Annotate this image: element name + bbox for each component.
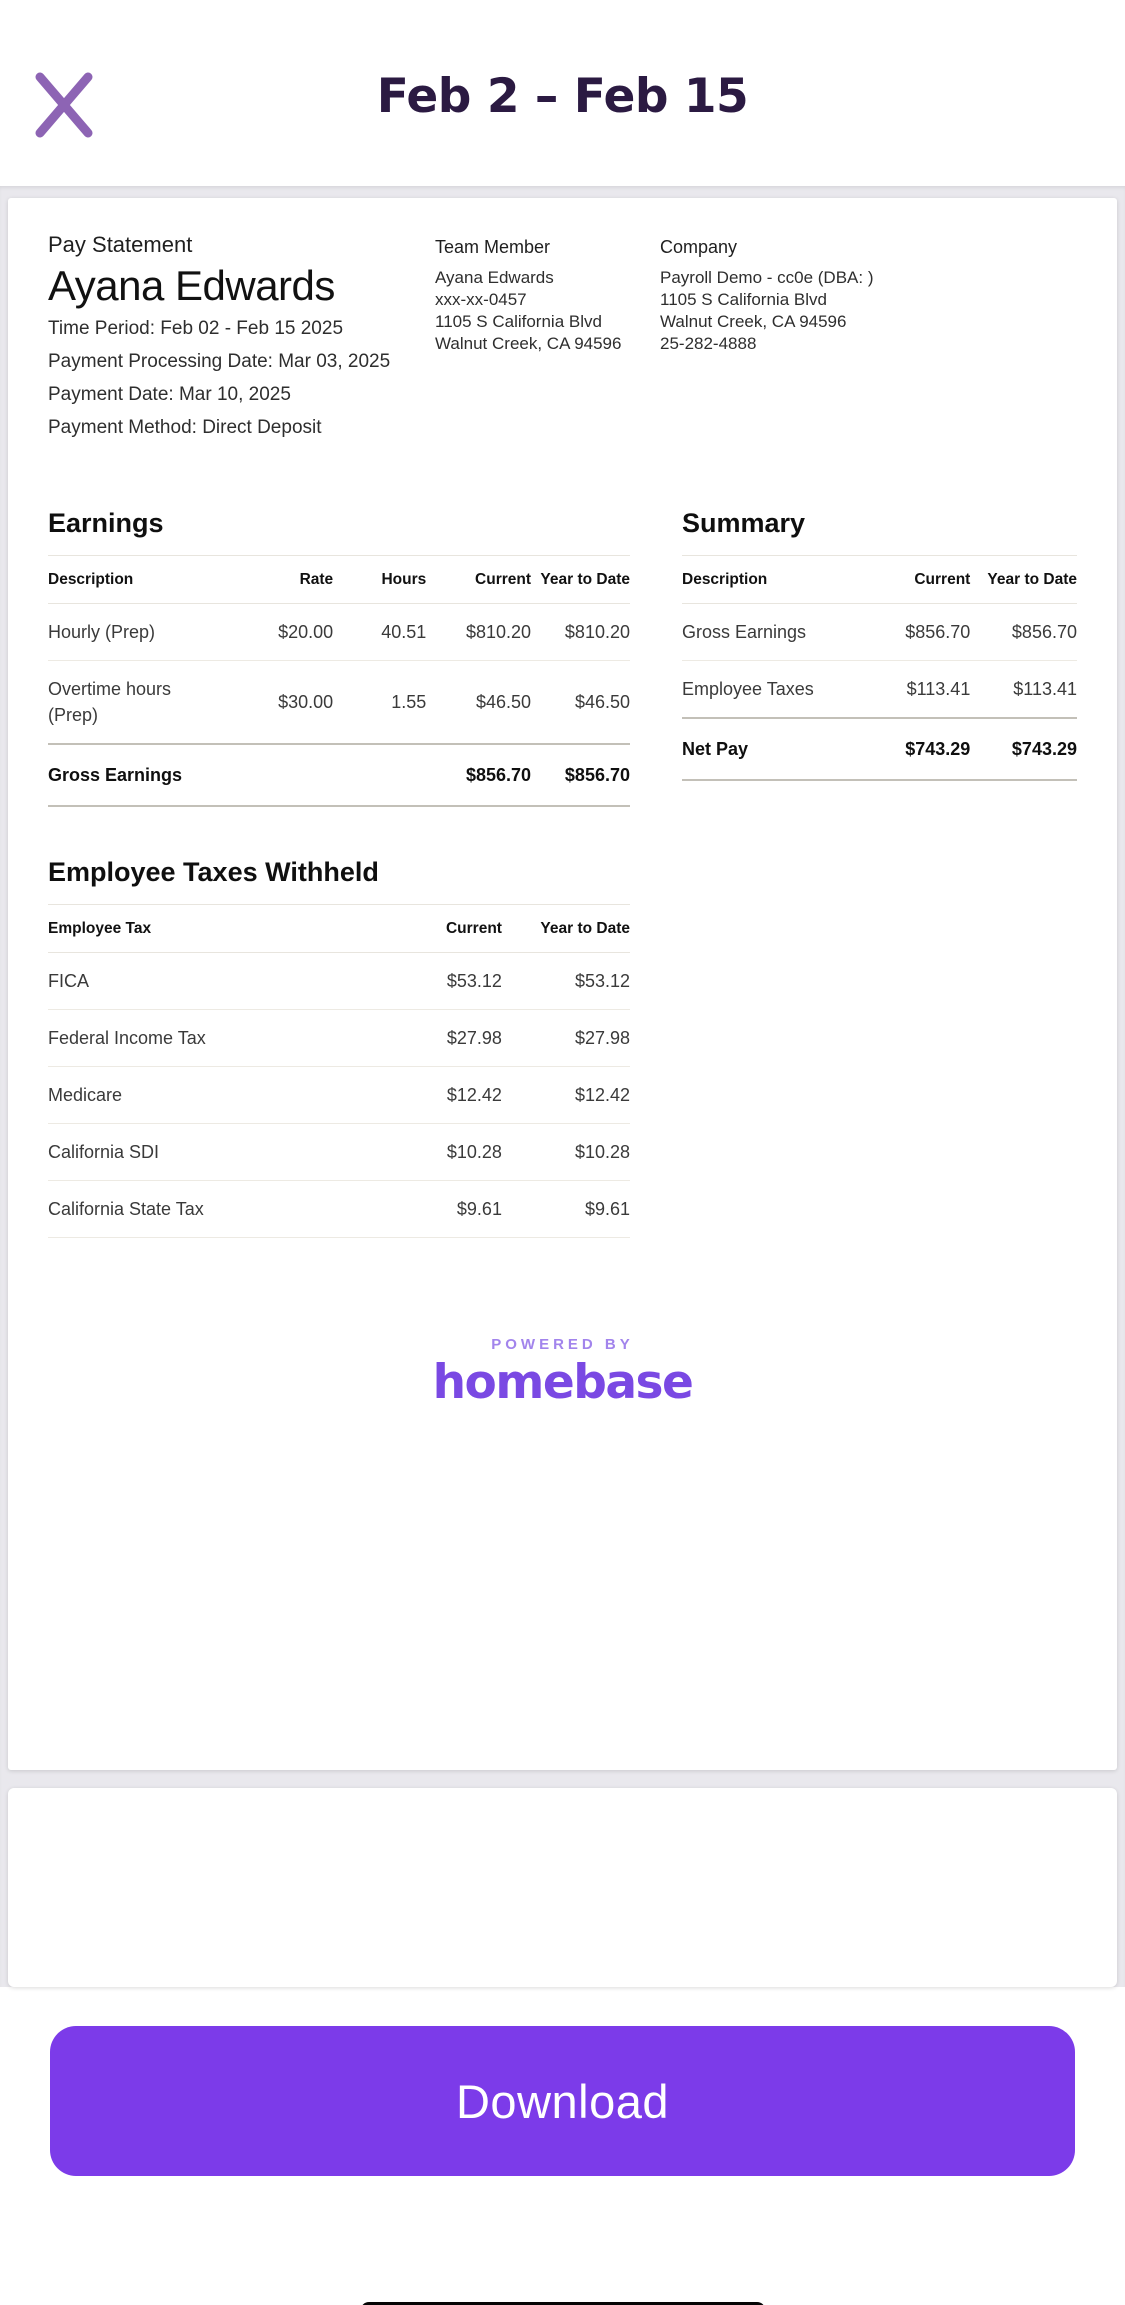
table-cell: Employee Taxes bbox=[682, 661, 864, 719]
company-heading: Company bbox=[660, 237, 738, 257]
table-cell: $113.41 bbox=[970, 661, 1077, 719]
table-cell: $20.00 bbox=[234, 604, 333, 661]
table-header-row bbox=[682, 556, 1077, 604]
column-header: Hours bbox=[333, 556, 426, 604]
table-row bbox=[48, 604, 630, 661]
table-cell: California State Tax bbox=[48, 1181, 374, 1238]
column-header: Current bbox=[864, 556, 971, 604]
powered-by-label: POWERED BY bbox=[491, 1336, 634, 1353]
bottom-bar bbox=[0, 2026, 1125, 2305]
table-cell bbox=[234, 744, 333, 806]
text-line: Walnut Creek, CA 94596 bbox=[435, 334, 622, 353]
table-row bbox=[48, 1067, 630, 1124]
taxes-table-body bbox=[48, 953, 630, 1238]
table-row bbox=[48, 661, 630, 745]
table-cell: $743.29 bbox=[864, 718, 971, 780]
column-header: Employee Tax bbox=[48, 905, 374, 953]
table-header-row bbox=[48, 556, 630, 604]
table-cell: 1.55 bbox=[333, 661, 426, 745]
table-cell: $856.70 bbox=[970, 604, 1077, 661]
table-cell: $12.42 bbox=[374, 1067, 502, 1124]
powered-by bbox=[48, 1336, 1077, 1410]
table-cell: $27.98 bbox=[374, 1010, 502, 1067]
table-total-row bbox=[48, 744, 630, 806]
statement-right-column bbox=[682, 508, 1077, 1238]
text-line: Walnut Creek, CA 94596 bbox=[660, 312, 847, 331]
team-member-heading: Team Member bbox=[435, 237, 551, 257]
earnings-table bbox=[48, 555, 630, 807]
column-header: Year to Date bbox=[970, 556, 1077, 604]
time-period: Time Period: Feb 02 - Feb 15 2025 bbox=[48, 318, 344, 339]
table-cell: $743.29 bbox=[970, 718, 1077, 780]
table-row bbox=[682, 604, 1077, 661]
column-header: Description bbox=[48, 556, 234, 604]
statement-left-column bbox=[48, 508, 630, 1238]
text-line: Payroll Demo - cc0e (DBA: ) bbox=[660, 268, 874, 287]
homebase-logo: homebase bbox=[432, 1355, 693, 1410]
table-cell: $9.61 bbox=[502, 1181, 630, 1238]
earnings-title: Earnings bbox=[48, 508, 164, 538]
table-cell: $12.42 bbox=[502, 1067, 630, 1124]
statement-header bbox=[48, 232, 1077, 450]
column-header: Current bbox=[374, 905, 502, 953]
text-line: 25-282-4888 bbox=[660, 334, 757, 353]
table-cell: Gross Earnings bbox=[682, 604, 864, 661]
text-line: xxx-xx-0457 bbox=[435, 290, 527, 309]
table-cell: $856.70 bbox=[864, 604, 971, 661]
table-cell: California SDI bbox=[48, 1124, 374, 1181]
table-header-row bbox=[48, 905, 630, 953]
processing-date: Payment Processing Date: Mar 03, 2025 bbox=[48, 351, 391, 372]
column-header: Year to Date bbox=[502, 905, 630, 953]
table-cell: $856.70 bbox=[531, 744, 630, 806]
page-title: Feb 2 – Feb 15 bbox=[376, 68, 749, 124]
table-cell: Medicare bbox=[48, 1067, 374, 1124]
pay-statement-page-1 bbox=[8, 198, 1117, 1770]
column-header: Description bbox=[682, 556, 864, 604]
table-cell bbox=[333, 744, 426, 806]
table-cell: $10.28 bbox=[502, 1124, 630, 1181]
table-cell: $856.70 bbox=[426, 744, 531, 806]
table-cell: $53.12 bbox=[374, 953, 502, 1010]
download-button[interactable]: Download bbox=[50, 2026, 1075, 2176]
table-total-row bbox=[682, 718, 1077, 780]
taxes-table bbox=[48, 904, 630, 1238]
employee-name: Ayana Edwards bbox=[48, 262, 335, 309]
summary-section bbox=[682, 508, 1077, 781]
text-line: 1105 S California Blvd bbox=[660, 290, 827, 309]
payment-method: Payment Method: Direct Deposit bbox=[48, 417, 322, 438]
summary-table-head bbox=[682, 556, 1077, 604]
pay-statement-label: Pay Statement bbox=[48, 232, 193, 257]
table-cell: $113.41 bbox=[864, 661, 971, 719]
text-line: 1105 S California Blvd bbox=[435, 312, 602, 331]
table-cell: Overtime hours (Prep) bbox=[48, 661, 234, 745]
earnings-section bbox=[48, 508, 630, 807]
close-icon bbox=[33, 68, 95, 142]
column-header: Rate bbox=[234, 556, 333, 604]
table-cell: $46.50 bbox=[426, 661, 531, 745]
table-row bbox=[682, 661, 1077, 719]
pay-statement-page-2 bbox=[8, 1788, 1117, 1987]
table-cell: Hourly (Prep) bbox=[48, 604, 234, 661]
payment-date: Payment Date: Mar 10, 2025 bbox=[48, 384, 291, 405]
taxes-section bbox=[48, 857, 630, 1238]
team-member-block bbox=[435, 232, 660, 450]
table-cell: Net Pay bbox=[682, 718, 864, 780]
table-cell: Gross Earnings bbox=[48, 744, 234, 806]
table-row bbox=[48, 953, 630, 1010]
table-cell: $53.12 bbox=[502, 953, 630, 1010]
table-cell: $27.98 bbox=[502, 1010, 630, 1067]
summary-table-body bbox=[682, 604, 1077, 781]
statement-meta bbox=[48, 232, 435, 450]
table-cell: $810.20 bbox=[531, 604, 630, 661]
close-button[interactable] bbox=[26, 62, 102, 148]
company-block bbox=[660, 232, 1077, 450]
table-cell: $10.28 bbox=[374, 1124, 502, 1181]
table-cell: $810.20 bbox=[426, 604, 531, 661]
summary-table bbox=[682, 555, 1077, 781]
taxes-title: Employee Taxes Withheld bbox=[48, 857, 379, 887]
table-cell: FICA bbox=[48, 953, 374, 1010]
earnings-table-head bbox=[48, 556, 630, 604]
text-line: Ayana Edwards bbox=[435, 268, 554, 287]
table-row bbox=[48, 1124, 630, 1181]
table-cell: $9.61 bbox=[374, 1181, 502, 1238]
table-cell: Federal Income Tax bbox=[48, 1010, 374, 1067]
modal-header bbox=[0, 0, 1125, 186]
table-cell: $46.50 bbox=[531, 661, 630, 745]
table-row bbox=[48, 1010, 630, 1067]
statement-scroll-area[interactable] bbox=[0, 186, 1125, 1987]
earnings-table-body bbox=[48, 604, 630, 807]
column-header: Year to Date bbox=[531, 556, 630, 604]
table-cell: $30.00 bbox=[234, 661, 333, 745]
table-cell: 40.51 bbox=[333, 604, 426, 661]
statement-body bbox=[48, 508, 1077, 1238]
table-row bbox=[48, 1181, 630, 1238]
company-lines bbox=[660, 267, 1077, 355]
summary-title: Summary bbox=[682, 508, 806, 538]
taxes-table-head bbox=[48, 905, 630, 953]
team-member-lines bbox=[435, 267, 660, 355]
column-header: Current bbox=[426, 556, 531, 604]
